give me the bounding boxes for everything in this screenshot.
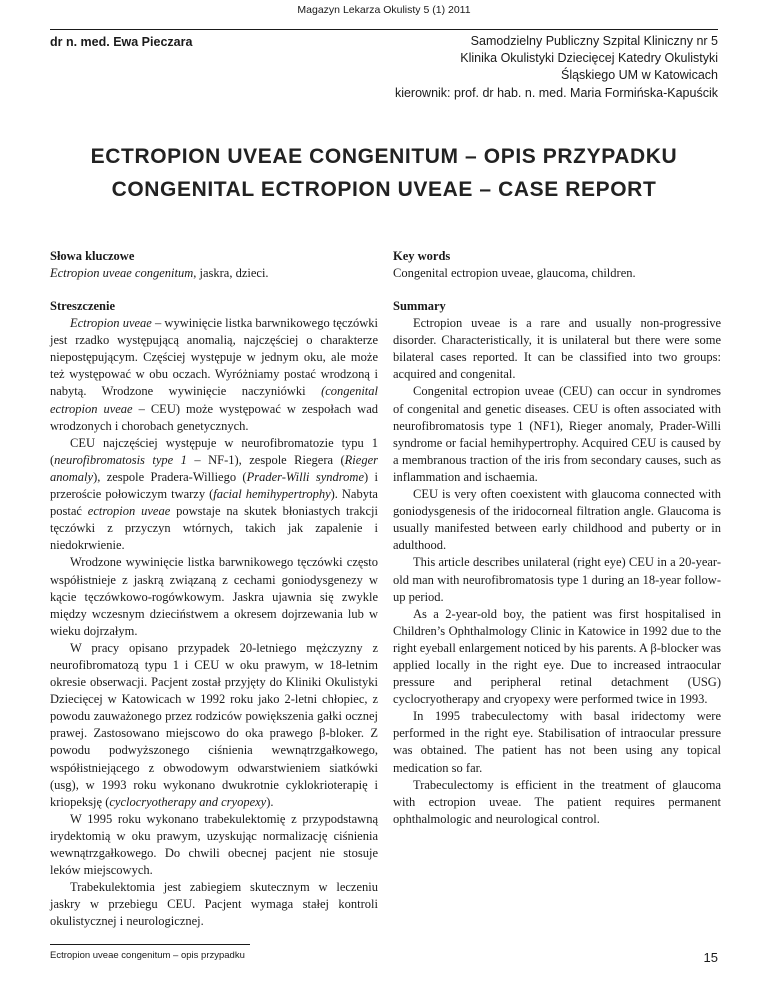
title-english: CONGENITAL ECTROPION UVEAE – CASE REPORT — [111, 178, 657, 201]
keywords-heading: Słowa kluczowe — [50, 249, 135, 263]
running-title: Ectropion uveae congenitum – opis przypadku — [50, 950, 245, 961]
header-rule — [50, 29, 718, 30]
abstract-paragraph: Wrodzone wywinięcie listka barwnikowego tęczówki często współistnieje z jaskrą związaną z cechami goniodysgenezy w kącie tęczówkowo-rogówkowym. Jaskra ujawnia się zwykle między wczesnym dzieciństwem a okresem dojrzewania lub w wieku dojrzałym. — [50, 555, 378, 638]
keywords-text: Congenital ectropion uveae, glaucoma, children. — [393, 266, 636, 281]
keywords-polish — [50, 248, 378, 282]
affiliation-line: kierownik: prof. dr hab. n. med. Maria Formińska-Kapuścik — [394, 85, 718, 100]
summary-paragraph: CEU is very often coexistent with glaucoma connected with goniodysgenesis of the iridocorneal filtration angle. Glaucoma is usually manifested between early childhood and puberty or in adulthood. — [393, 487, 721, 553]
summary-english — [393, 298, 721, 828]
keywords-text: Ectropion uveae congenitum, jaskra, dzieci. — [50, 266, 269, 281]
author-name: dr n. med. Ewa Pieczara — [50, 35, 193, 49]
keywords-english — [393, 248, 721, 282]
abstract-heading: Streszczenie — [50, 299, 116, 313]
abstract-paragraph: W pracy opisano przypadek 20-letniego mężczyzny z neurofibromatozą typu 1 i CEU w oku prawym, w 18-letnim okresie obserwacji. Pacjent został przyjęty do Kliniki Okulistyki Dziecięcej w Katowicach w 1992 roku jako 2-letni chłopiec, z powodu zauważonego przez rodziców powiększenia gałki ocznej prawej. Zastosowano miejscowo do oka prawego β-bloker. Z powodu podwyższonego ciśnienia wewnątrzgałkowego, współistniejącego z obwodowym odwarstwieniem siatkówki (usg), w 1993 roku wykonano dwukrotnie cyklokrioterapię i kriopeksję (cyclocryotherapy and cryopexy). — [50, 640, 378, 809]
affiliation-line: Samodzielny Publiczny Szpital Kliniczny nr 5 — [470, 34, 718, 48]
page-number: 15 — [703, 950, 718, 965]
summary-paragraph: This article describes unilateral (right eye) CEU in a 20-year-old man with neurofibromatosis type 1 during an 18-year follow-up period. — [393, 555, 721, 604]
abstract-paragraph: W 1995 roku wykonano trabekulektomię z przypodstawną irydektomią w oku prawym, uzyskując normalizację ciśnienia wewnątrzgałkowego. Do chwili obecnej pacjent nie stosuje leków miejscowych. — [50, 811, 378, 878]
keywords-heading: Key words — [393, 249, 451, 263]
summary-paragraph: Congenital ectropion uveae (CEU) can occur in syndromes of congenital and genetic diseases. CEU is often associated with neurofibromatosis type 1 (NF1), Rieger anomaly, Prader-Willi syndrome or facial hemihypertrophy. Acquired CEU is caused by a membranous traction of the iris from secondary causes, such as inflammation and ischaemia. — [393, 384, 721, 484]
journal-header: Magazyn Lekarza Okulisty 5 (1) 2011 — [297, 4, 471, 16]
summary-paragraph: In 1995 trabeculectomy with basal iridectomy were performed in the right eye. Stabilisation of intraocular pressure was obtained. The patient has not been using any topical medication so far. — [393, 709, 721, 775]
abstract-polish — [50, 298, 378, 930]
affiliation-line: Klinika Okulistyki Dziecięcej Katedry Okulistyki — [460, 51, 718, 66]
affiliation-block — [395, 33, 718, 102]
footer-rule — [50, 944, 250, 945]
summary-paragraph: Ectropion uveae is a rare and usually non-progressive disorder. Characteristically, it is unilateral but there were some bilateral cases reported. It can be classified into two groups: acquired and congenital. — [393, 316, 721, 382]
summary-heading: Summary — [393, 299, 446, 313]
title-polish: ECTROPION UVEAE CONGENITUM – OPIS PRZYPADKU — [90, 145, 678, 168]
abstract-paragraph: Ectropion uveae – wywinięcie listka barwnikowego tęczówki jest rzadko występującą anomalią, najczęściej o charakterze niepostępującym. Częściej występuje w jednym oku, ale może też występować w obu oczach. Wyróżniamy postać wrodzoną i nabytą. Wrodzone wywinięcie naczyniówki (congenital ectropion uveae – CEU) może występować w zespołach wad wrodzonych i chorobach genetycznych. — [50, 316, 378, 433]
abstract-paragraph: CEU najczęściej występuje w neurofibromatozie typu 1 (neurofibromatosis type 1 – NF-1), zespole Riegera (Rieger anomaly), zespole Pradera-Williego (Prader-Willi syndrome) i przeroście połowiczym twarzy (facial hemihypertrophy). Nabyta postać ectropion uveae powstaje na skutek błoniastych trakcji tęczówki z przyczyn wtórnych, takich jak zapalenie i niedokrwienie. — [50, 435, 378, 553]
summary-paragraph: As a 2-year-old boy, the patient was first hospitalised in Children’s Ophthalmology Clinic in Katowice in 1992 due to the right eyeball enlargement noticed by his parents. A β-blocker was applied locally in the right eye. Due to increased intraocular pressure and peripheral retinal detachment (USG) cyclocryotherapy and cryopexy were performed twice in 1993. — [393, 606, 721, 707]
summary-paragraph: Trabeculectomy is efficient in the treatment of glaucoma with ectropion uveae. The patient requires permanent ophthalmologic and neurological control. — [393, 777, 721, 826]
affiliation-line: Śląskiego UM w Katowicach — [560, 68, 718, 83]
abstract-paragraph: Trabekulektomia jest zabiegiem skutecznym w leczeniu jaskry w przebiegu CEU. Pacjent wymaga stałej kontroli okulistycznej i neurologicznej. — [50, 880, 378, 929]
